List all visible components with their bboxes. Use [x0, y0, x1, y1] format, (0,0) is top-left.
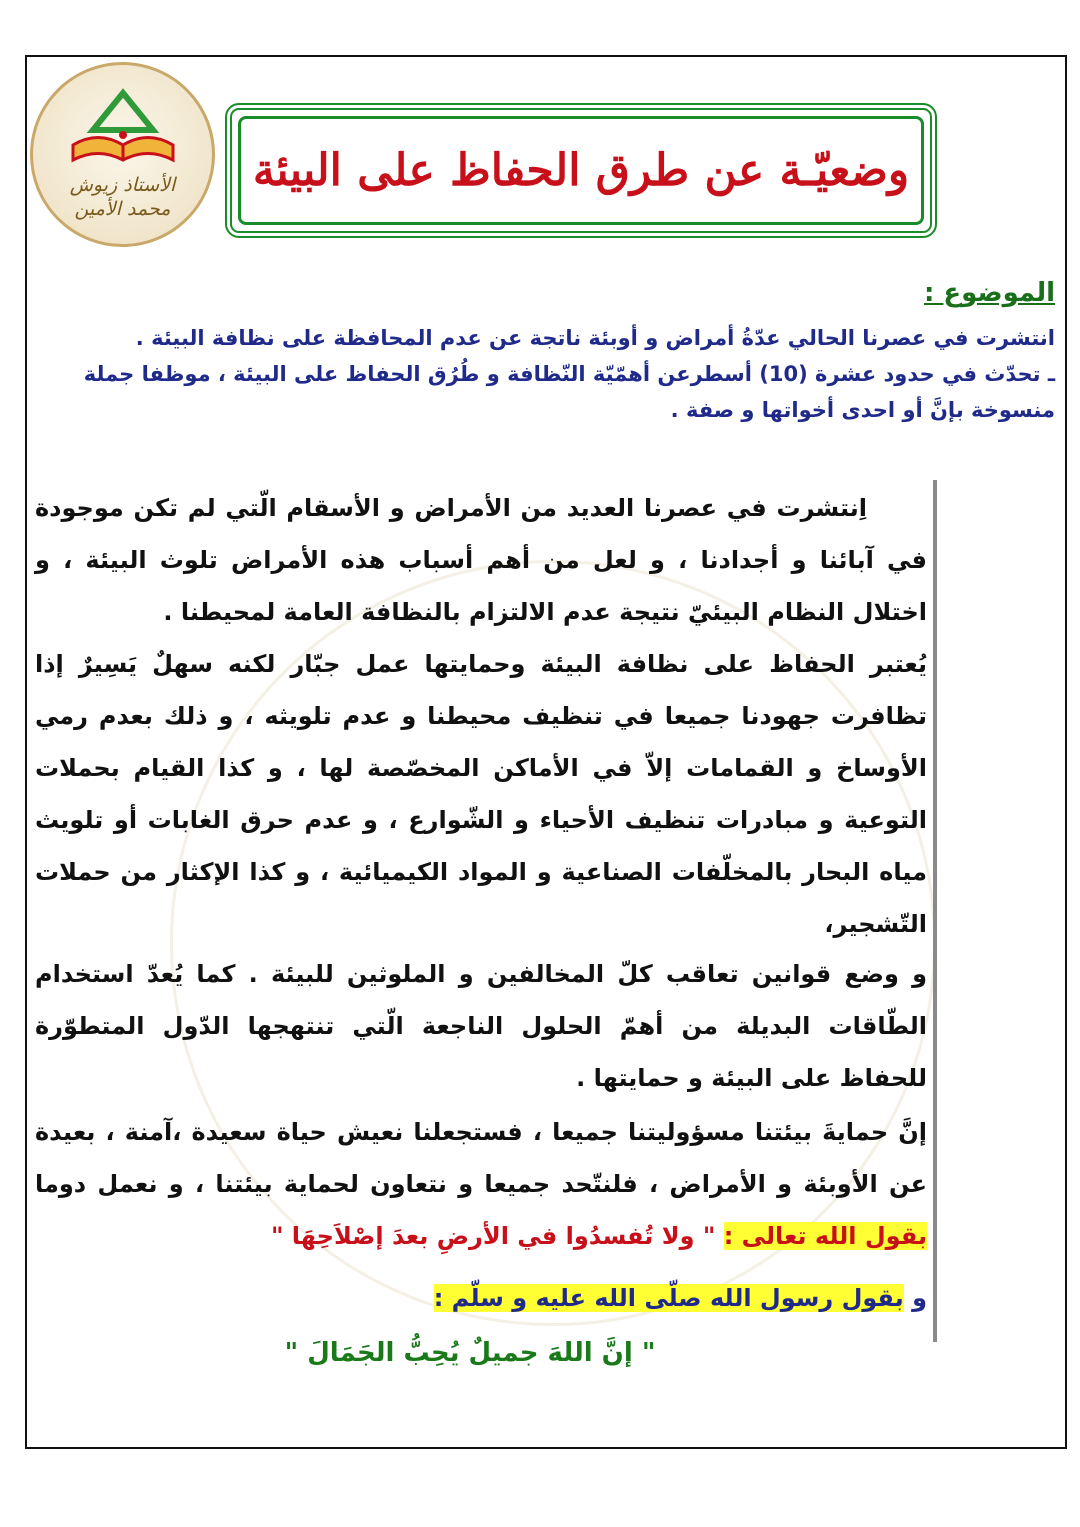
- page-title: وضعيّـة عن طرق الحفاظ على البيئة: [252, 145, 910, 196]
- essay-p5-prefix: و: [912, 1284, 927, 1312]
- title-box: [225, 103, 937, 238]
- prompt-line-1: انتشرت في عصرنا الحالي عدّةُ أمراض و أوبئة ناتجة عن عدم المحافظة على نظافة البيئة .: [135, 326, 1055, 350]
- teacher-logo: [30, 62, 215, 247]
- essay-paragraph-1: [35, 482, 927, 638]
- logo-line-1: الأستاذ زيوش: [69, 174, 176, 196]
- subject-prompt: [30, 320, 1055, 428]
- hadith-quote: " إنَّ اللهَ جميلٌ يُحِبُّ الجَمَالَ ": [284, 1338, 656, 1368]
- quran-intro: بقول الله تعالى :: [723, 1222, 927, 1250]
- essay-paragraph-3: [35, 948, 927, 1104]
- essay-paragraph-4: [35, 1106, 927, 1262]
- essay-paragraph-5: [35, 1272, 927, 1324]
- essay-p2-text: يُعتبر الحفاظ على نظافة البيئة وحمايتها عمل جبّار لكنه سهلٌ يَسِيرٌ إذا تظافرت جهودنا جميعا في تنظيف محيطنا و عدم تلويثه ، و ذلك بعدم رمي الأوساخ و القمامات إلاّ في الأماكن المخصّصة لها ، و كذا القيام بحملات التوعية و مبادرات تنظيف الأحياء و الشّوارع ، و عدم حرق الغابات أو تلويث مياه البحار بالمخلّفات الصناعية و المواد الكيميائية ، و كذا الإكثار من حملات التّشجير،: [35, 650, 927, 938]
- book-icon: [33, 75, 213, 185]
- essay-p1-text: اِنتشرت في عصرنا العديد من الأمراض و الأسقام الّتي لم تكن موجودة في آبائنا و أجدادنا ، و لعل من أهم أسباب هذه الأمراض تلوث البيئة ، و اختلال النظام البيئيّ نتيجة عدم الالتزام بالنظافة العامة لمحيطنا .: [35, 494, 927, 626]
- margin-line: [933, 480, 937, 1342]
- essay-p4-text: إنَّ حمايةَ بيئتنا مسؤوليتنا جميعا ، فستجعلنا نعيش حياة سعيدة ،آمنة ، بعيدة عن الأوبئة و الأمراض ، فلنتّحد جميعا و نتعاون لحماية بيئتنا ، و نعمل دوما: [35, 1118, 927, 1198]
- hadith-intro: بقول رسول الله صلّى الله عليه و سلّم :: [433, 1284, 904, 1312]
- subject-label: الموضوع :: [923, 278, 1055, 308]
- prompt-line-2: ـ تحدّث في حدود عشرة (10) أسطرعن أهمّيّة النّظافة و طُرُق الحفاظ على البيئة ، موظفا جملة منسوخة بإنَّ أو احدى أخواتها و صفة .: [83, 362, 1055, 422]
- quran-verse: " ولا تُفسدُوا في الأرضِ بعدَ إصْلاَحِهَا ": [270, 1222, 716, 1250]
- essay-paragraph-2: [35, 638, 927, 950]
- essay-p3-text: و وضع قوانين تعاقب كلّ المخالفين و الملوثين للبيئة . كما يُعدّ استخدام الطّاقات البديلة من أهمّ الحلول الناجعة الّتي تنتهجها الدّول المتطوّرة للحفاظ على البيئة و حمايتها .: [35, 960, 927, 1092]
- logo-line-2: محمد الأمين: [74, 198, 171, 220]
